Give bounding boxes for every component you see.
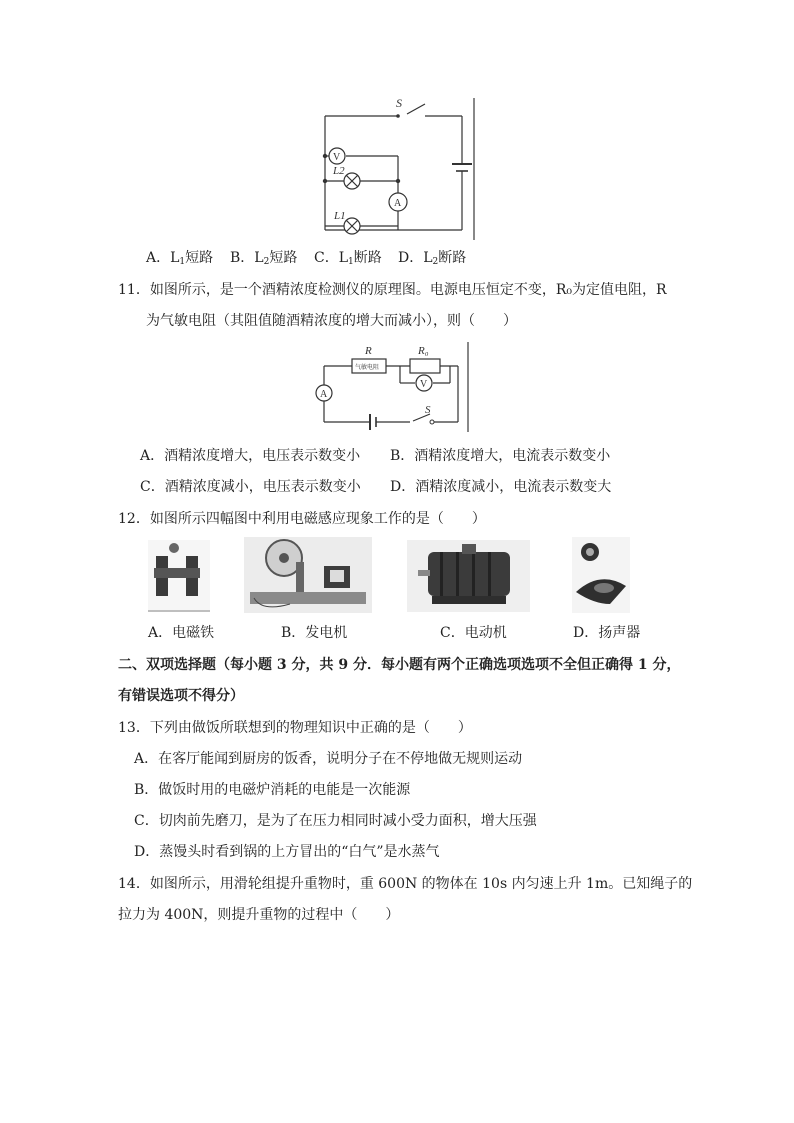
q12-caption-b: B．发电机 — [281, 625, 348, 641]
q11-stem-line2: 为气敏电阻（其阻值随酒精浓度的增大而减小），则（ ） — [146, 313, 517, 329]
q11-stem-line1: 11．如图所示，是一个酒精浓度检测仪的原理图。电源电压恒定不变，R₀为定值电阻，R — [118, 282, 667, 298]
q10-switch-label: S — [396, 96, 402, 110]
q13-option-a[interactable]: A．在客厅能闻到厨房的饭香，说明分子在不停地做无规则运动 — [134, 751, 523, 767]
q10-voltmeter-label: V — [333, 152, 341, 163]
q10-option-d[interactable]: D．$L_2$断路 — [398, 250, 467, 267]
q11-r-label: R — [365, 345, 372, 357]
q12-caption-d: D．扬声器 — [573, 625, 641, 641]
q12-caption-c: C．电动机 — [440, 625, 507, 641]
q13-option-c[interactable]: C．切肉前先磨刀，是为了在压力相同时减小受力面积，增大压强 — [134, 813, 537, 829]
q11-r0-label: R₀ — [418, 345, 429, 357]
q13-option-d[interactable]: D．蒸馒头时看到锅的上方冒出的“白气”是水蒸气 — [134, 844, 440, 860]
q11-option-d[interactable]: D．酒精浓度减小，电流表示数变大 — [390, 479, 612, 495]
loudspeaker-image[interactable] — [0, 0, 794, 80]
q10-lamp1-label: L1 — [334, 210, 346, 222]
section2-heading-line2: 有错误选项不得分） — [118, 688, 244, 704]
q13-stem: 13．下列由做饭所联想到的物理知识中正确的是（ ） — [118, 720, 472, 736]
q11-ammeter-label: A — [320, 389, 328, 400]
q10-option-a[interactable]: A．$L_1$短路 — [146, 250, 214, 267]
q10-option-b[interactable]: B．$L_2$短路 — [230, 250, 298, 267]
q11-voltmeter-label: V — [420, 379, 428, 390]
q11-option-b[interactable]: B．酒精浓度增大，电流表示数变小 — [390, 448, 611, 464]
q12-stem: 12．如图所示四幅图中利用电磁感应现象工作的是（ ） — [118, 511, 486, 527]
q13-option-b[interactable]: B．做饭时用的电磁炉消耗的电能是一次能源 — [134, 782, 411, 798]
q11-gas-resistor-label: 气敏电阻 — [355, 364, 380, 371]
q14-stem-line1: 14．如图所示，用滑轮组提升重物时，重 600N 的物体在 10s 内匀速上升 1m。已知绳子的 — [118, 876, 693, 892]
section2-heading-line1: 二、双项选择题（每小题 3 分，共 9 分．每小题有两个正确选项选项不全但正确得 1 分， — [118, 657, 681, 673]
q10-option-c[interactable]: C．$L_1$断路 — [314, 250, 382, 267]
q11-option-c[interactable]: C．酒精浓度减小，电压表示数变小 — [140, 479, 361, 495]
lamp-l1-icon — [344, 218, 360, 234]
q10-ammeter-label: A — [394, 198, 402, 209]
q11-switch-label: S — [425, 404, 431, 416]
q14-stem-line2: 拉力为 400N，则提升重物的过程中（ ） — [118, 907, 400, 923]
q10-lamp2-label: L2 — [333, 165, 345, 177]
lamp-l2-icon — [344, 173, 360, 189]
q12-caption-a: A．电磁铁 — [148, 625, 215, 641]
q11-option-a[interactable]: A．酒精浓度增大，电压表示数变小 — [140, 448, 361, 464]
